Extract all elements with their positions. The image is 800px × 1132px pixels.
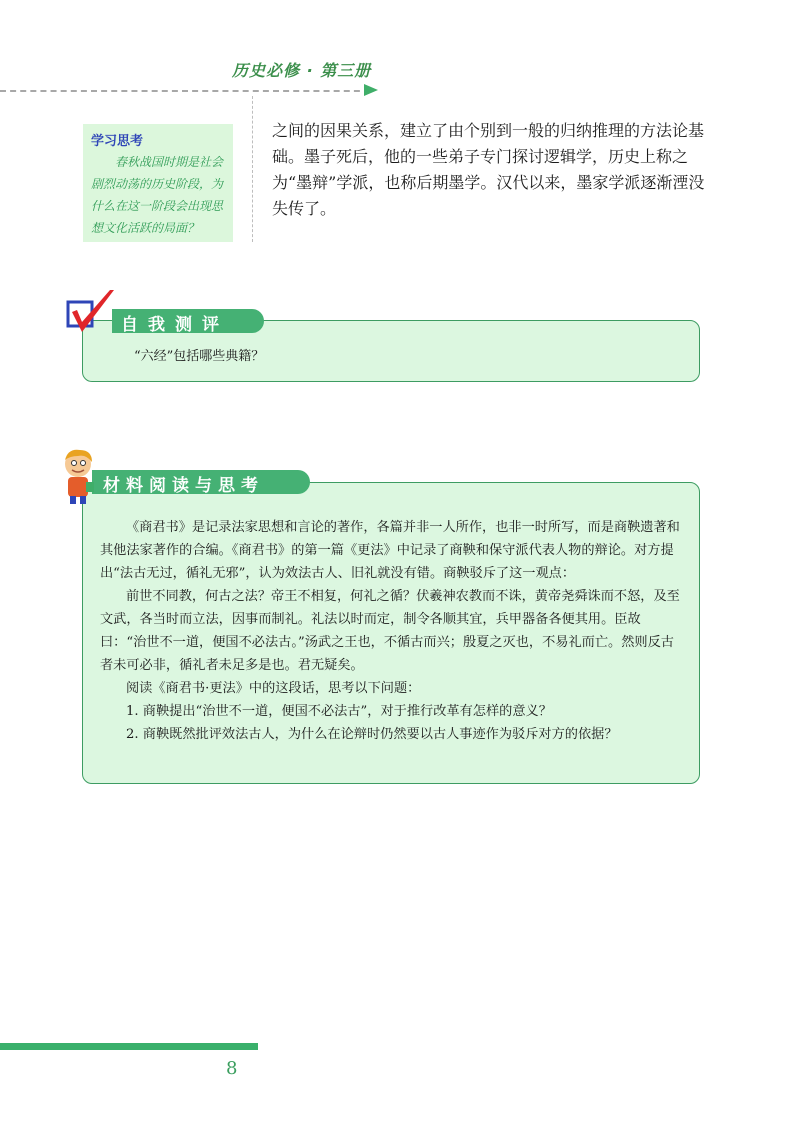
sidebar-divider (252, 96, 253, 242)
reading-label: 材料阅读与思考 (103, 476, 264, 496)
study-think-box (83, 124, 233, 242)
study-think-text: 春秋战国时期是社会剧烈动荡的历史阶段，为什么在这一阶段会出现思想文化活跃的局面？ (91, 155, 224, 235)
reading-content (100, 516, 682, 746)
reading-question-2: 2. 商鞅既然批评效法古人，为什么在论辩时仍然要以古人事迹作为驳斥对方的依据？ (126, 727, 618, 742)
self-test-label: 自我测评 (121, 315, 229, 335)
footer-bar (0, 1043, 258, 1050)
header-divider (0, 90, 370, 92)
self-test-question: “六经”包括哪些典籍？ (134, 349, 265, 364)
main-paragraph: 之间的因果关系，建立了由个别到一般的归纳推理的方法论基础。墨子死后，他的一些弟子专门探讨逻辑学，历史上称之为“墨辩”学派，也称后期墨学。汉代以来，墨家学派逐渐湮没失传了。 (272, 121, 705, 218)
thinking-boy-icon (58, 448, 102, 504)
checkmark-icon (64, 288, 120, 338)
reading-question-1: 1. 商鞅提出“治世不一道，便国不必法古”，对于推行改革有怎样的意义？ (126, 704, 552, 719)
reading-paragraph-2: 前世不同教，何古之法？帝王不相复，何礼之循？伏羲神农教而不诛，黄帝尧舜诛而不怒，及至文武，各当时而立法，因事而制礼。礼法以时而定，制令各顺其宜，兵甲器备各便其用。臣故曰：“治世不一道，便国不必法古。”汤武之王也，不循古而兴；殷夏之灭也，不易礼而亡。然则反古者未可必非，循礼者未足多是也。君无疑矣。 (100, 589, 680, 673)
study-think-title: 学习思考 (91, 134, 144, 149)
header-title: 历史必修 · 第三册 (232, 61, 372, 80)
reading-paragraph-3: 阅读《商君书·更法》中的这段话，思考以下问题： (126, 681, 421, 696)
reading-paragraph-1: 《商君书》是记录法家思想和言论的著作，各篇并非一人所作，也非一时所写，而是商鞅遗著和其他法家著作的合编。《商君书》的第一篇《更法》中记录了商鞅和保守派代表人物的辩论。对方提出“法古无过，循礼无邪”，认为效法古人、旧礼就没有错。商鞅驳斥了这一观点： (100, 520, 680, 581)
header-arrow-icon (364, 84, 378, 96)
page-number: 8 (226, 1058, 238, 1079)
